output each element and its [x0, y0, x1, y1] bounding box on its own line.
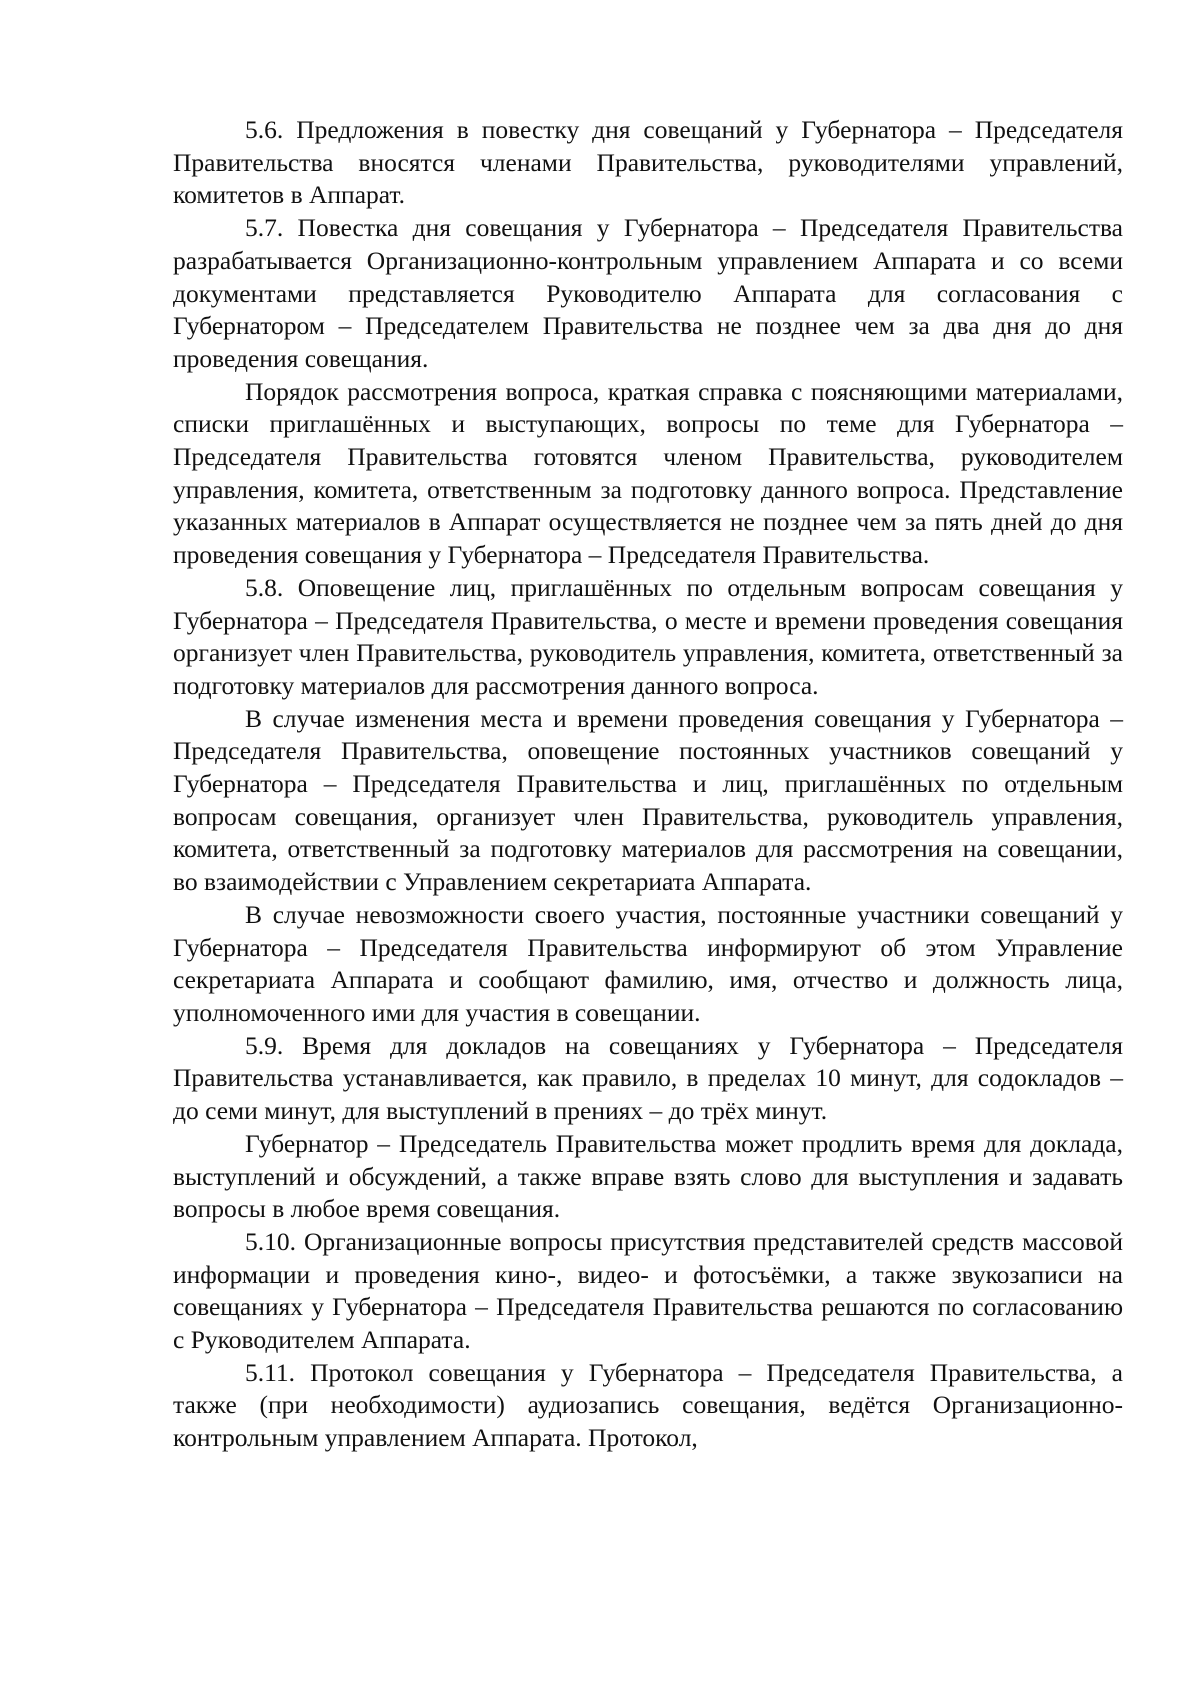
paragraph-5-8: 5.8. Оповещение лиц, приглашённых по отдельным вопросам совещания у Губернатора – Председателя Правительства, о месте и времени проведения совещания организует член Правительства, руководитель управления, комитета, ответственный за подготовку материалов для рассмотрения данного вопроса.: [173, 572, 1123, 700]
paragraph-5-7: 5.7. Повестка дня совещания у Губернатора – Председателя Правительства разрабатывается Организационно-контрольным управлением Аппарата и со всеми документами представляется Руководителю Аппарата для согласования с Губернатором – Председателем Правительства не позднее чем за два дня до дня проведения совещания.: [173, 213, 1123, 373]
paragraph-absence: В случае невозможности своего участия, постоянные участники совещаний у Губернатора – Председателя Правительства информируют об этом Управление секретариата Аппарата и сообщают фамилию, имя, отчество и должность лица, уполномоченного ими для участия в совещании.: [173, 899, 1123, 1027]
paragraph-change-notice: В случае изменения места и времени проведения совещания у Губернатора – Председателя Правительства, оповещение постоянных участников совещаний у Губернатора – Председателя Правительства и лиц, приглашённых по отдельным вопросам совещания, организует член Правительства, руководитель управления, комитета, ответственный за подготовку материалов для рассмотрения на совещании, во взаимодействии с Управлением секретариата Аппарата.: [173, 703, 1123, 897]
document-page: [173, 114, 1123, 1455]
paragraph-procedure: Порядок рассмотрения вопроса, краткая справка с поясняющими материалами, списки приглашённых и выступающих, вопросы по теме для Губернатора – Председателя Правительства готовятся членом Правительства, руководителем управления, комитета, ответственным за подготовку данного вопроса. Представление указанных материалов в Аппарат осуществляется не позднее чем за пять дней до дня проведения совещания у Губернатора – Председателя Правительства.: [173, 376, 1123, 570]
paragraph-5-6: 5.6. Предложения в повестку дня совещаний у Губернатора – Председателя Правительства вносятся членами Правительства, руководителями управлений, комитетов в Аппарат.: [173, 115, 1123, 210]
paragraph-5-9: 5.9. Время для докладов на совещаниях у Губернатора – Председателя Правительства устанавливается, как правило, в пределах 10 минут, для содокладов – до семи минут, для выступлений в прениях – до трёх минут.: [173, 1030, 1123, 1126]
paragraph-5-10: 5.10. Организационные вопросы присутствия представителей средств массовой информации и проведения кино-, видео- и фотосъёмки, а также звукозаписи на совещаниях у Губернатора – Председателя Правительства решаются по согласованию с Руководителем Аппарата.: [173, 1226, 1123, 1355]
paragraph-governor-rights: Губернатор – Председатель Правительства может продлить время для доклада, выступлений и обсуждений, а также вправе взять слово для выступления и задавать вопросы в любое время совещания.: [173, 1128, 1123, 1224]
paragraph-5-11: 5.11. Протокол совещания у Губернатора – Председателя Правительства, а также (при необходимости) аудиозапись совещания, ведётся Организационно-контрольным управлением Аппарата. Протокол,: [173, 1357, 1123, 1453]
